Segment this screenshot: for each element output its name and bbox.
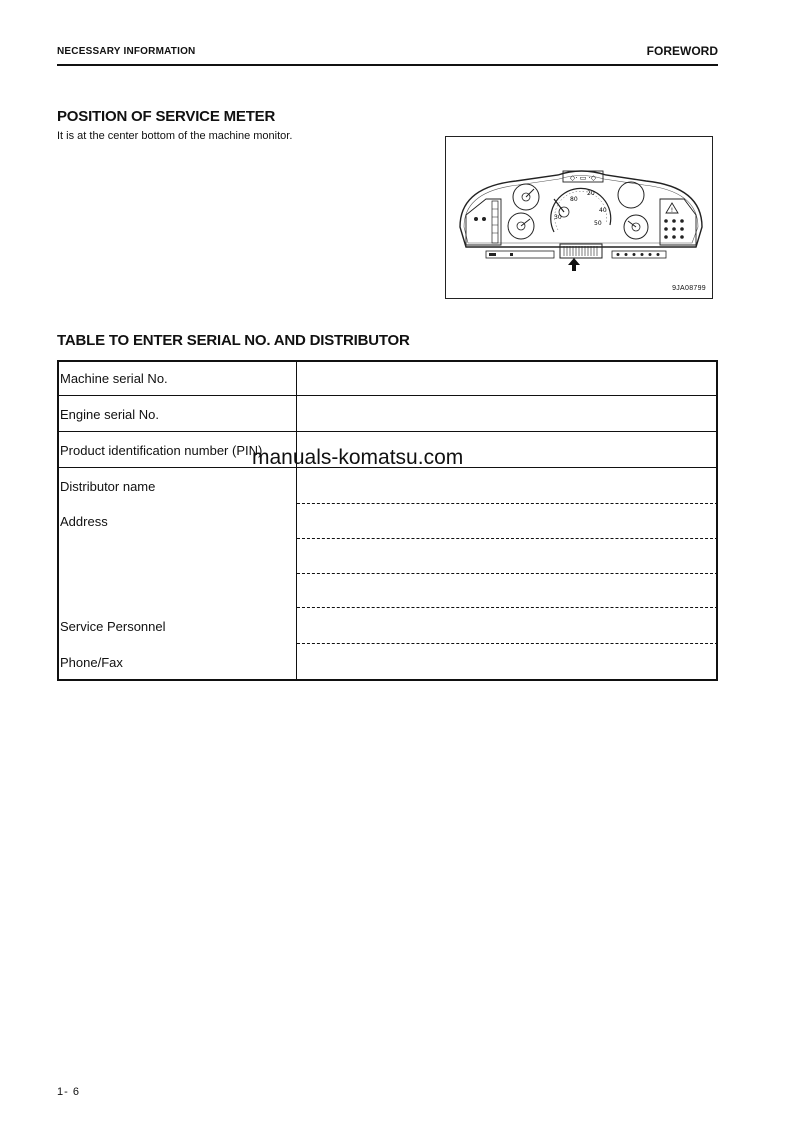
gauge-label-20: 20 <box>587 190 595 197</box>
figure-code: 9JA08799 <box>672 285 706 292</box>
serial-table-title: TABLE TO ENTER SERIAL NO. AND DISTRIBUTOR <box>57 332 410 349</box>
arrow-up-icon <box>568 258 580 271</box>
machine-monitor-figure <box>445 136 713 299</box>
gauge-label-40: 40 <box>599 207 607 214</box>
machine-serial-label: Machine serial No. <box>60 371 168 386</box>
serial-distributor-table <box>57 360 718 681</box>
table-border-bottom <box>57 679 718 681</box>
row-divider <box>57 395 718 396</box>
dashed-row-divider <box>297 503 718 504</box>
watermark-text: manuals-komatsu.com <box>252 446 464 469</box>
engine-serial-label: Engine serial No. <box>60 407 159 422</box>
distributor-name-label: Distributor name <box>60 479 156 494</box>
phone-fax-label: Phone/Fax <box>60 655 123 670</box>
header-chapter-label: FOREWORD <box>646 44 718 58</box>
dashed-row-divider <box>297 607 718 608</box>
dashed-row-divider <box>297 538 718 539</box>
row-divider <box>57 431 718 432</box>
service-meter-title: POSITION OF SERVICE METER <box>57 108 276 125</box>
header-rule <box>57 64 718 66</box>
table-border-top <box>57 360 718 362</box>
dashed-row-divider <box>297 573 718 574</box>
gauge-label-50: 50 <box>594 220 602 227</box>
service-personnel-label: Service Personnel <box>60 619 166 634</box>
svg-text:!: ! <box>670 207 674 214</box>
address-label: Address <box>60 514 108 529</box>
page-number: 1- 6 <box>57 1086 80 1098</box>
header-section-label: NECESSARY INFORMATION <box>57 46 196 57</box>
svg-text:◇· ▭ ·◇: ◇· ▭ ·◇ <box>569 174 597 182</box>
dashed-row-divider <box>297 643 718 644</box>
pin-label: Product identification number (PIN) <box>60 443 263 458</box>
table-border-left <box>57 360 59 681</box>
machine-monitor-illustration <box>446 137 714 300</box>
gauge-label-80: 80 <box>570 196 578 203</box>
table-border-right <box>716 360 718 681</box>
service-meter-text: It is at the center bottom of the machine monitor. <box>57 130 293 142</box>
gauge-label-30: 30 <box>554 214 562 221</box>
table-column-divider <box>296 360 297 681</box>
